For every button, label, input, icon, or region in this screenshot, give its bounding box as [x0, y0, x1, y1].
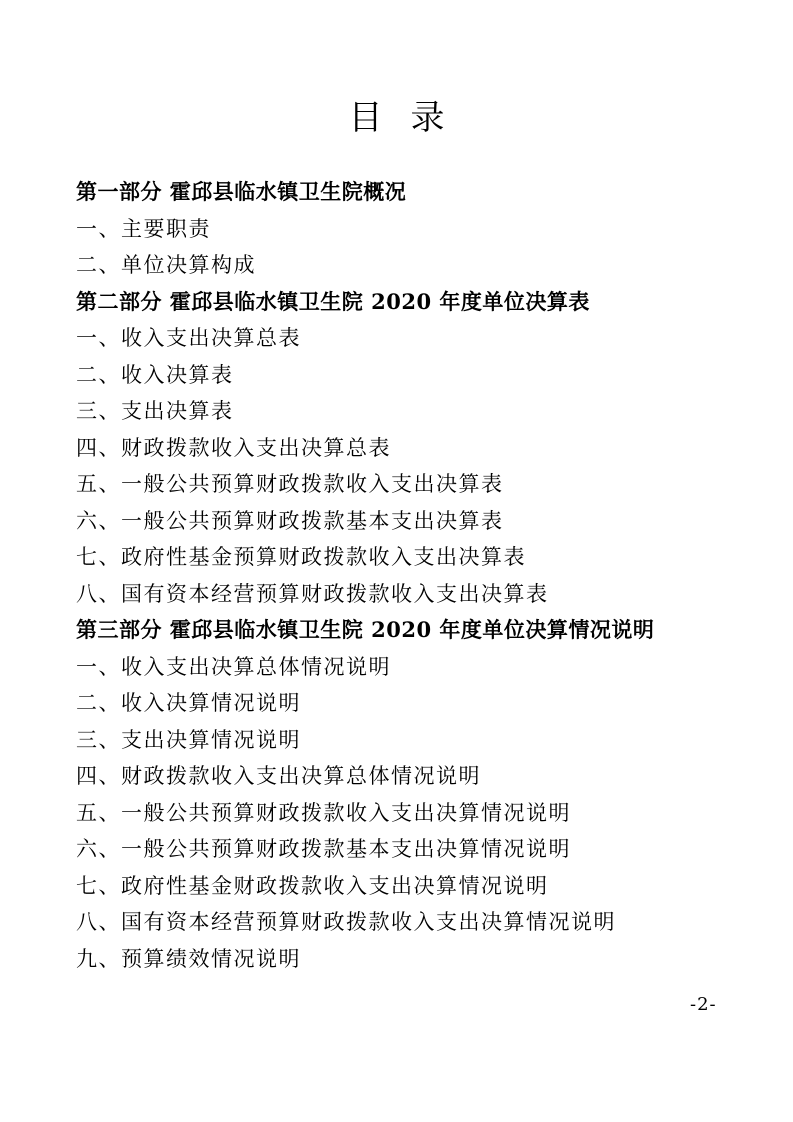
page-number: -2- — [690, 994, 717, 1015]
toc-item: 一、收入支出决算总表 — [76, 326, 301, 350]
table-of-contents — [76, 174, 756, 977]
toc-item: 八、国有资本经营预算财政拨款收入支出决算表 — [76, 581, 549, 606]
toc-item: 二、收入决算表 — [76, 362, 234, 387]
toc-item: 三、支出决算表 — [76, 399, 234, 423]
toc-part-heading: 第二部分 霍邱县临水镇卫生院 2020 年度单位决算表 — [76, 288, 590, 314]
toc-item: 六、一般公共预算财政拨款基本支出决算表 — [76, 508, 504, 533]
toc-item: 七、政府性基金预算财政拨款收入支出决算表 — [76, 545, 526, 569]
toc-item: 二、单位决算构成 — [76, 253, 256, 277]
toc-item: 五、一般公共预算财政拨款收入支出决算情况说明 — [76, 800, 571, 825]
toc-item: 四、财政拨款收入支出决算总表 — [76, 435, 391, 460]
toc-item: 七、政府性基金财政拨款收入支出决算情况说明 — [76, 873, 549, 898]
toc-item: 三、支出决算情况说明 — [76, 727, 301, 752]
toc-part-heading: 第一部分 霍邱县临水镇卫生院概况 — [76, 179, 407, 204]
page-title: 目录 — [348, 98, 473, 138]
toc-item: 二、收入决算情况说明 — [76, 691, 301, 715]
toc-item: 九、预算绩效情况说明 — [76, 946, 301, 971]
toc-part-heading: 第三部分 霍邱县临水镇卫生院 2020 年度单位决算情况说明 — [76, 617, 655, 642]
toc-item: 六、一般公共预算财政拨款基本支出决算情况说明 — [76, 837, 571, 861]
toc-item: 四、财政拨款收入支出决算总体情况说明 — [76, 764, 481, 788]
toc-item: 一、主要职责 — [76, 216, 211, 241]
toc-item: 八、国有资本经营预算财政拨款收入支出决算情况说明 — [76, 910, 616, 934]
toc-item: 一、收入支出决算总体情况说明 — [76, 654, 391, 679]
toc-item: 五、一般公共预算财政拨款收入支出决算表 — [76, 472, 504, 496]
